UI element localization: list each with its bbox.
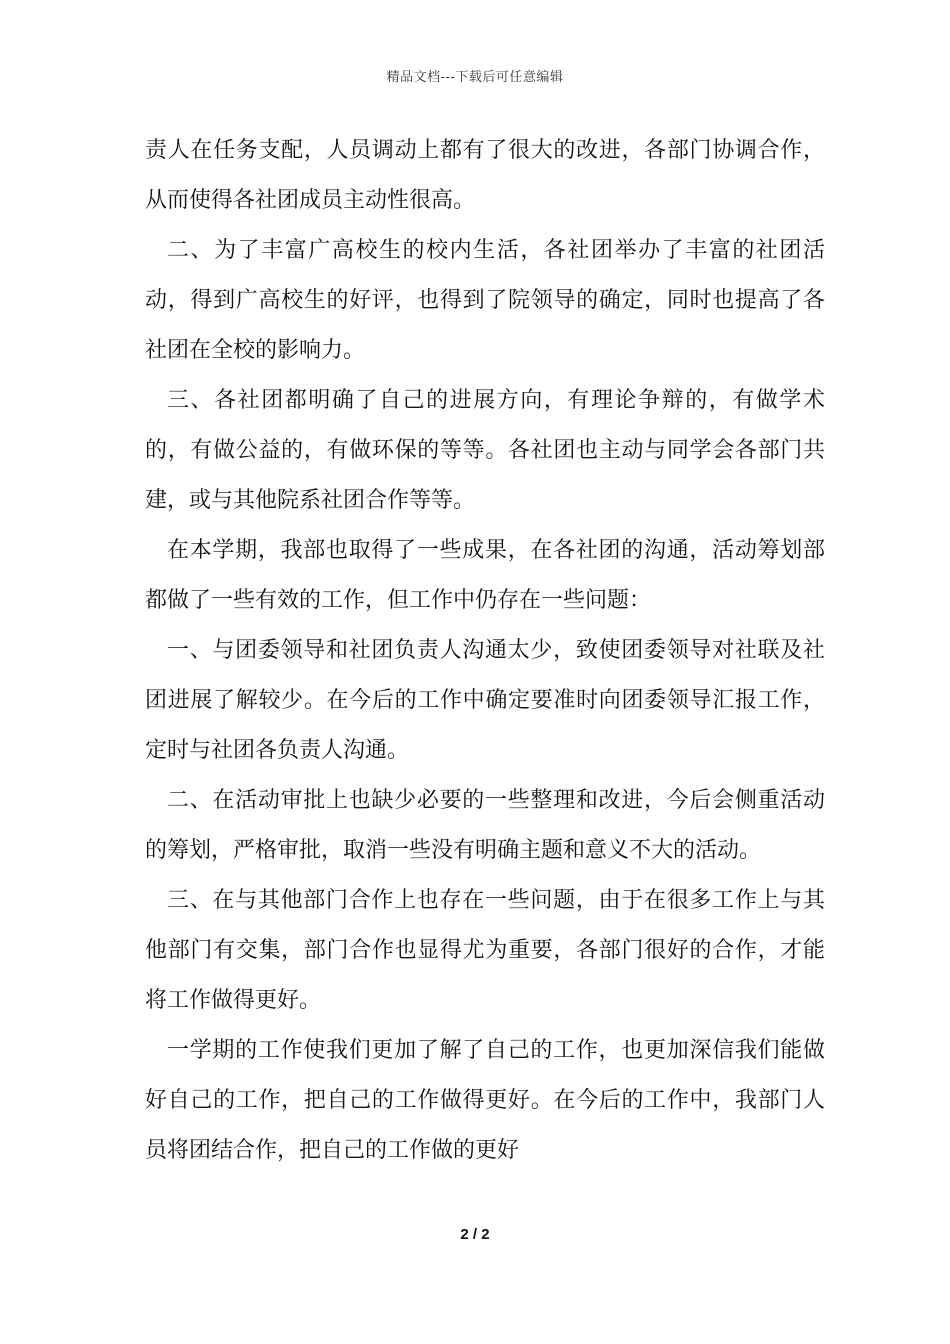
- paragraph-problem-2: 二、在活动审批上也缺少必要的一些整理和改进，今后会侧重活动的筹划，严格审批，取消一些没有明确主题和意义不大的活动。: [145, 788, 825, 863]
- paragraph-point-2: 二、为了丰富广高校生的校内生活，各社团举办了丰富的社团活动，得到广高校生的好评，也得到了院领导的确定，同时也提高了各社团在全校的影响力。: [145, 238, 825, 363]
- page-number: 2 / 2: [460, 1226, 490, 1243]
- paragraph-problem-1: 一、与团委领导和社团负责人沟通太少，致使团委领导对社联及社团进展了解较少。在今后的工作中确定要准时向团委领导汇报工作，定时与社团各负责人沟通。: [145, 638, 825, 763]
- paragraph-problem-3: 三、在与其他部门合作上也存在一些问题，由于在很多工作上与其他部门有交集，部门合作也显得尤为重要，各部门很好的合作，才能将工作做得更好。: [145, 888, 825, 1013]
- paragraph-point-3: 三、各社团都明确了自己的进展方向，有理论争辩的，有做学术的，有做公益的，有做环保的等等。各社团也主动与同学会各部门共建，或与其他院系社团合作等等。: [145, 388, 825, 513]
- page-header: 精品文档---下载后可任意编辑: [386, 70, 564, 85]
- paragraph-continuation: 责人在任务支配，人员调动上都有了很大的改进，各部门协调合作，从而使得各社团成员主动性很高。: [145, 138, 825, 213]
- paragraph-achievements: 在本学期，我部也取得了一些成果，在各社团的沟通，活动筹划部都做了一些有效的工作，但工作中仍存在一些问题：: [145, 538, 825, 613]
- paragraph-conclusion: 一学期的工作使我们更加了解了自己的工作，也更加深信我们能做好自己的工作，把自己的工作做得更好。在今后的工作中，我部门人员将团结合作，把自己的工作做的更好: [145, 1038, 825, 1163]
- document-body: [145, 126, 825, 1176]
